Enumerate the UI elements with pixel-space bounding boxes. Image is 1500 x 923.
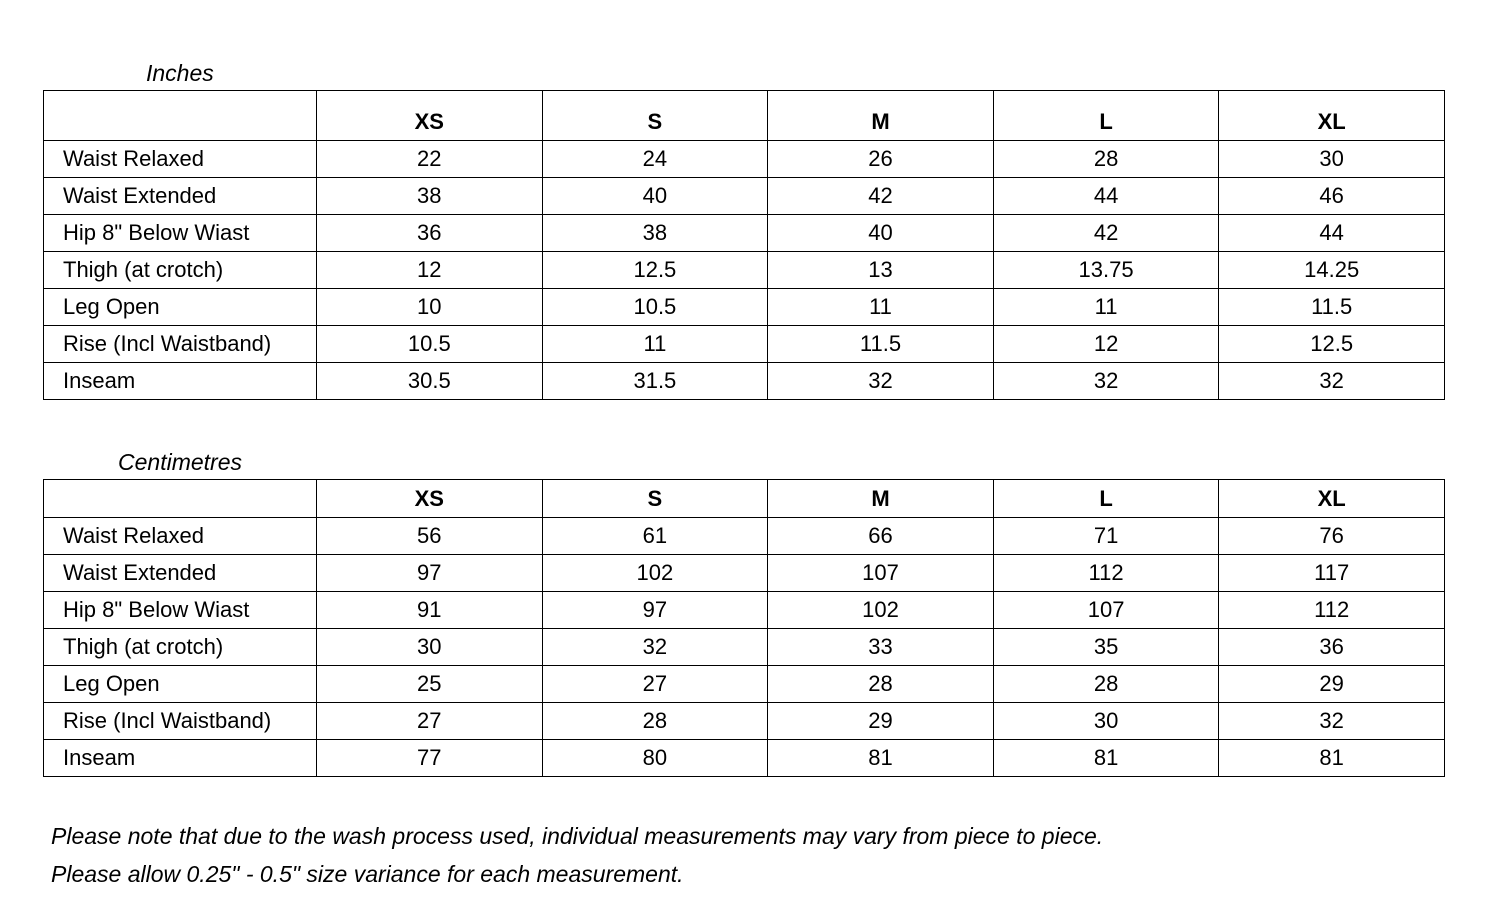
- table-row: [44, 178, 1445, 215]
- table-cell: 10: [317, 289, 543, 326]
- table-cell: 76: [1219, 518, 1445, 555]
- table-row: [44, 555, 1445, 592]
- row-label: Rise (Incl Waistband): [44, 326, 317, 363]
- table-cell: 13.75: [993, 252, 1219, 289]
- table-cell: 35: [993, 629, 1219, 666]
- table-cell: 11.5: [1219, 289, 1445, 326]
- size-header-l: L: [993, 91, 1219, 141]
- table-cell: 97: [317, 555, 543, 592]
- centimetres-size-table: [43, 479, 1445, 777]
- table-cell: 32: [1219, 363, 1445, 400]
- table-cell: 11: [768, 289, 994, 326]
- table-cell: 32: [1219, 703, 1445, 740]
- table-cell: 81: [993, 740, 1219, 777]
- table-row: [44, 740, 1445, 777]
- size-header-s: S: [542, 91, 768, 141]
- table-cell: 117: [1219, 555, 1445, 592]
- table-cell: 28: [768, 666, 994, 703]
- table-cell: 36: [317, 215, 543, 252]
- table-cell: 32: [542, 629, 768, 666]
- table-cell: 40: [768, 215, 994, 252]
- table-cell: 107: [993, 592, 1219, 629]
- row-label: Waist Extended: [44, 555, 317, 592]
- table-cell: 12: [993, 326, 1219, 363]
- table-cell: 22: [317, 141, 543, 178]
- table-cell: 112: [993, 555, 1219, 592]
- table-cell: 32: [768, 363, 994, 400]
- table-cell: 11: [542, 326, 768, 363]
- table-cell: 46: [1219, 178, 1445, 215]
- table-cell: 44: [1219, 215, 1445, 252]
- row-label: Thigh (at crotch): [44, 252, 317, 289]
- table-cell: 107: [768, 555, 994, 592]
- table-row: [44, 666, 1445, 703]
- size-header-m: M: [768, 91, 994, 141]
- size-header-xs: XS: [317, 480, 543, 518]
- table-cell: 25: [317, 666, 543, 703]
- table-cell: 91: [317, 592, 543, 629]
- row-label: Waist Extended: [44, 178, 317, 215]
- size-header-l: L: [993, 480, 1219, 518]
- centimetres-caption: Centimetres: [118, 449, 242, 475]
- size-header-m: M: [768, 480, 994, 518]
- table-cell: 26: [768, 141, 994, 178]
- table-cell: 10.5: [542, 289, 768, 326]
- table-cell: 102: [542, 555, 768, 592]
- row-label: Waist Relaxed: [44, 518, 317, 555]
- table-cell: 28: [542, 703, 768, 740]
- wash-variance-note: Please note that due to the wash process used, individual measurements may vary from piece to piece.: [51, 823, 1104, 849]
- table-row: [44, 326, 1445, 363]
- table-row: [44, 289, 1445, 326]
- row-label: Hip 8" Below Wiast: [44, 592, 317, 629]
- row-label: Leg Open: [44, 666, 317, 703]
- table-cell: 29: [1219, 666, 1445, 703]
- size-header-xs: XS: [317, 91, 543, 141]
- table-row: [44, 703, 1445, 740]
- inches-caption: Inches: [146, 60, 214, 86]
- table-cell: 27: [317, 703, 543, 740]
- table-row: [44, 629, 1445, 666]
- table-cell: 77: [317, 740, 543, 777]
- table-cell: 42: [768, 178, 994, 215]
- table-cell: 30: [317, 629, 543, 666]
- table-cell: 31.5: [542, 363, 768, 400]
- table-cell: 28: [993, 141, 1219, 178]
- table-cell: 12.5: [542, 252, 768, 289]
- row-label: Thigh (at crotch): [44, 629, 317, 666]
- table-cell: 12.5: [1219, 326, 1445, 363]
- size-variance-note: Please allow 0.25" - 0.5" size variance for each measurement.: [51, 861, 684, 887]
- table-cell: 61: [542, 518, 768, 555]
- row-label: Inseam: [44, 363, 317, 400]
- table-row: [44, 141, 1445, 178]
- table-cell: 97: [542, 592, 768, 629]
- table-row: [44, 252, 1445, 289]
- table-cell: 71: [993, 518, 1219, 555]
- table-cell: 80: [542, 740, 768, 777]
- row-label: Leg Open: [44, 289, 317, 326]
- table-cell: 40: [542, 178, 768, 215]
- table-cell: 112: [1219, 592, 1445, 629]
- table-cell: 33: [768, 629, 994, 666]
- table-header-row: [44, 91, 1445, 141]
- table-cell: 81: [768, 740, 994, 777]
- table-cell: 10.5: [317, 326, 543, 363]
- table-cell: 32: [993, 363, 1219, 400]
- table-cell: 56: [317, 518, 543, 555]
- table-header-row: [44, 480, 1445, 518]
- table-cell: 28: [993, 666, 1219, 703]
- table-cell: 14.25: [1219, 252, 1445, 289]
- table-cell: 81: [1219, 740, 1445, 777]
- table-row: [44, 363, 1445, 400]
- inches-size-table: [43, 90, 1445, 400]
- row-label: Hip 8" Below Wiast: [44, 215, 317, 252]
- corner-cell: [44, 480, 317, 518]
- row-label: Rise (Incl Waistband): [44, 703, 317, 740]
- size-header-xl: XL: [1219, 91, 1445, 141]
- row-label: Inseam: [44, 740, 317, 777]
- table-cell: 38: [317, 178, 543, 215]
- table-row: [44, 518, 1445, 555]
- table-cell: 12: [317, 252, 543, 289]
- table-cell: 38: [542, 215, 768, 252]
- table-cell: 29: [768, 703, 994, 740]
- table-cell: 102: [768, 592, 994, 629]
- table-cell: 11.5: [768, 326, 994, 363]
- size-header-s: S: [542, 480, 768, 518]
- table-cell: 44: [993, 178, 1219, 215]
- table-cell: 42: [993, 215, 1219, 252]
- table-cell: 30.5: [317, 363, 543, 400]
- table-cell: 27: [542, 666, 768, 703]
- table-cell: 13: [768, 252, 994, 289]
- table-cell: 36: [1219, 629, 1445, 666]
- table-cell: 24: [542, 141, 768, 178]
- table-cell: 66: [768, 518, 994, 555]
- size-header-xl: XL: [1219, 480, 1445, 518]
- corner-cell: [44, 91, 317, 141]
- table-cell: 30: [993, 703, 1219, 740]
- table-row: [44, 215, 1445, 252]
- table-row: [44, 592, 1445, 629]
- table-cell: 30: [1219, 141, 1445, 178]
- table-cell: 11: [993, 289, 1219, 326]
- row-label: Waist Relaxed: [44, 141, 317, 178]
